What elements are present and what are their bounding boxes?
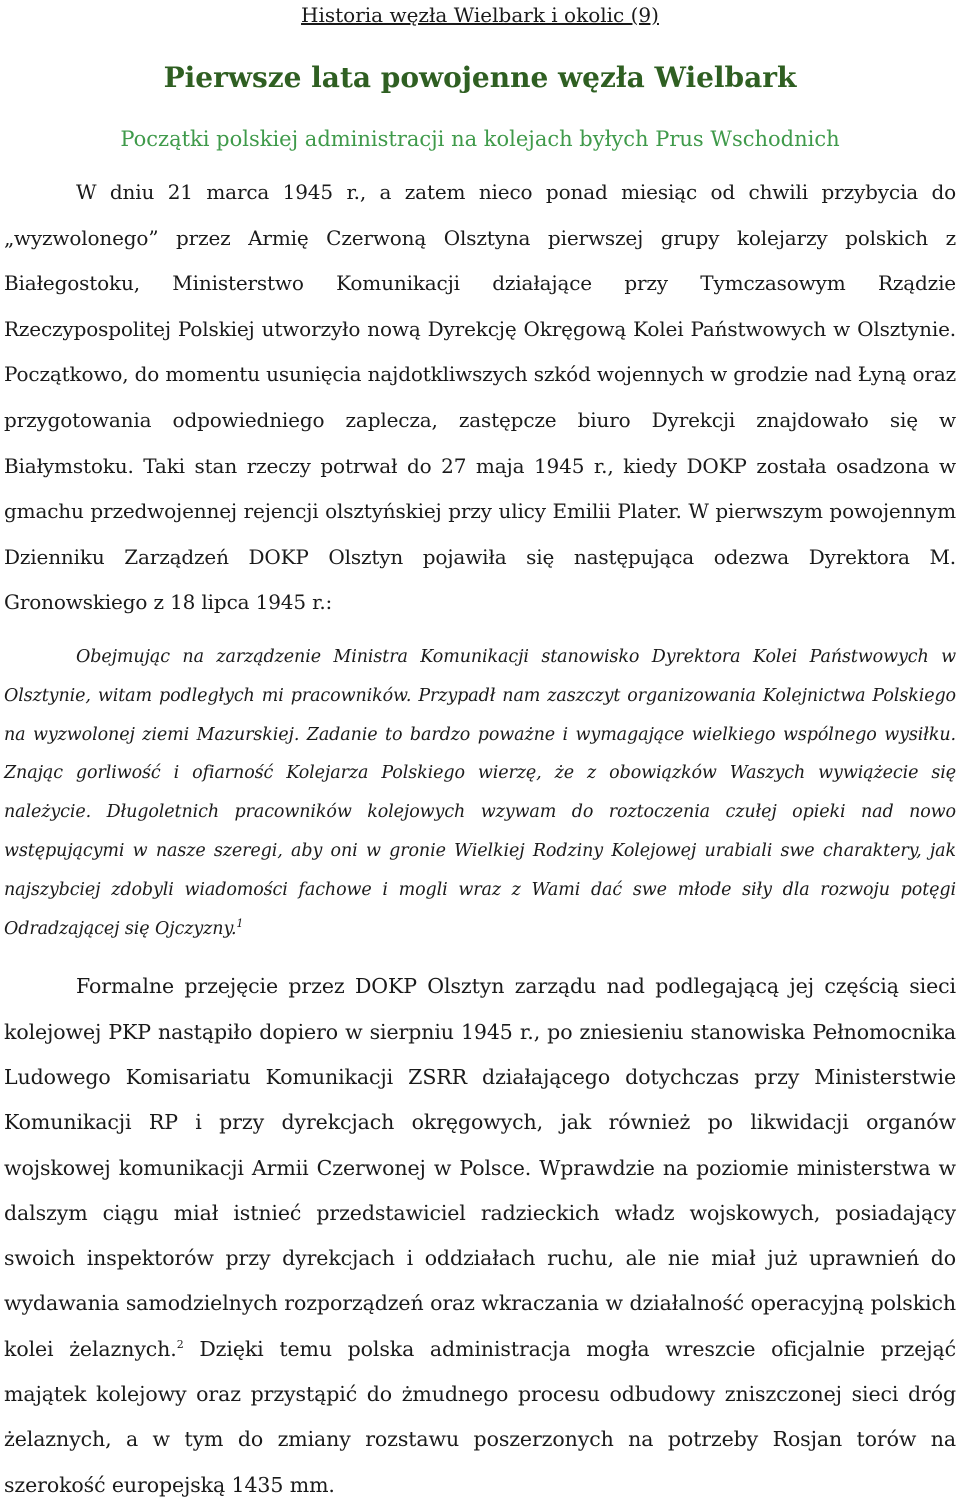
paragraph-2-part-1: Formalne przejęcie przez DOKP Olsztyn zarządu nad podlegającą jej częścią sieci kolejowej PKP nastąpiło dopiero w sierpniu 1945 r., po zniesieniu stanowiska Pełnomocnika Ludowego Komisariatu Komunikacji ZSRR działającego dotychczas przy Ministerstwie Komunikacji RP i przy dyrekcjach okręgowych, jak również po likwidacji organów wojskowej komunikacji Armii Czerwonej w Polsce. Wprawdzie na poziomie ministerstwa w dalszym ciągu miał istnieć przedstawiciel radzieckich władz wojskowych, posiadający swoich inspektorów przy dyrekcjach i oddziałach ruchu, ale nie miał już uprawnień do wydawania samodzielnych rozporządzeń oraz wkraczania w działalność operacyjną polskich kolei żelaznych. (4, 974, 956, 1361)
paragraph-2 (4, 964, 956, 1508)
director-quote (4, 638, 956, 948)
section-subtitle: Początki polskiej administracji na kolejach byłych Prus Wschodnich (120, 127, 840, 151)
quote-text: Obejmując na zarządzenie Ministra Komunikacji stanowisko Dyrektora Kolei Państwowych w Olsztynie, witam podległych mi pracowników. Przypadł nam zaszczyt organizowania Kolejnictwa Polskiego na wyzwolonej ziemi Mazurskiej. Zadanie to bardzo poważne i wymagające wielkiego wspólnego wysiłku. Znając gorliwość i ofiarność Kolejarza Polskiego wierzę, że z obowiązków Waszych wywiążecie się należycie. Długoletnich pracowników kolejowych wzywam do roztoczenia czułej opieki nad nowo wstępującymi w nasze szeregi, aby oni w gronie Wielkiej Rodziny Kolejowej urabiali swe charaktery, jak najszybciej zdobyli wiadomości fachowe i mogli wraz z Wami dać swe młode siły dla rozwoju potęgi Odradzającej się Ojczyzny. (4, 646, 956, 939)
footnote-marker-2: 2 (176, 1337, 184, 1351)
series-title: Historia węzła Wielbark i okolic (9) (301, 3, 659, 27)
paragraph-1: W dniu 21 marca 1945 r., a zatem nieco ponad miesiąc od chwili przybycia do „wyzwolonego” przez Armię Czerwoną Olsztyna pierwszej grupy kolejarzy polskich z Białegostoku, Ministerstwo Komunikacji działające przy Tymczasowym Rządzie Rzeczypospolitej Polskiej utworzyło nową Dyrekcję Okręgową Kolei Państwowych w Olsztynie. Początkowo, do momentu usunięcia najdotkliwszych szkód wojennych w grodzie nad Łyną oraz przygotowania odpowiedniego zaplecza, zastępcze biuro Dyrekcji znajdowało się w Białymstoku. Taki stan rzeczy potrwał do 27 maja 1945 r., kiedy DOKP została osadzona w gmachu przedwojennej rejencji olsztyńskiej przy ulicy Emilii Plater. W pierwszym powojennym Dzienniku Zarządzeń DOKP Olsztyn pojawiła się następująca odezwa Dyrektora M. Gronowskiego z 18 lipca 1945 r.: (4, 180, 957, 615)
paragraph-2-part-2: Dzięki temu polska administracja mogła wreszcie oficjalnie przejąć majątek kolejowy oraz przystąpić do żmudnego procesu odbudowy zniszczonej sieci dróg żelaznych, a w tym do zmiany rozstawu poszerzonych na potrzeby Rosjan torów na szerokość europejską 1435 mm. (4, 1336, 957, 1497)
page-title: Pierwsze lata powojenne węzła Wielbark (163, 61, 797, 94)
footnote-marker-1: 1 (236, 916, 244, 930)
